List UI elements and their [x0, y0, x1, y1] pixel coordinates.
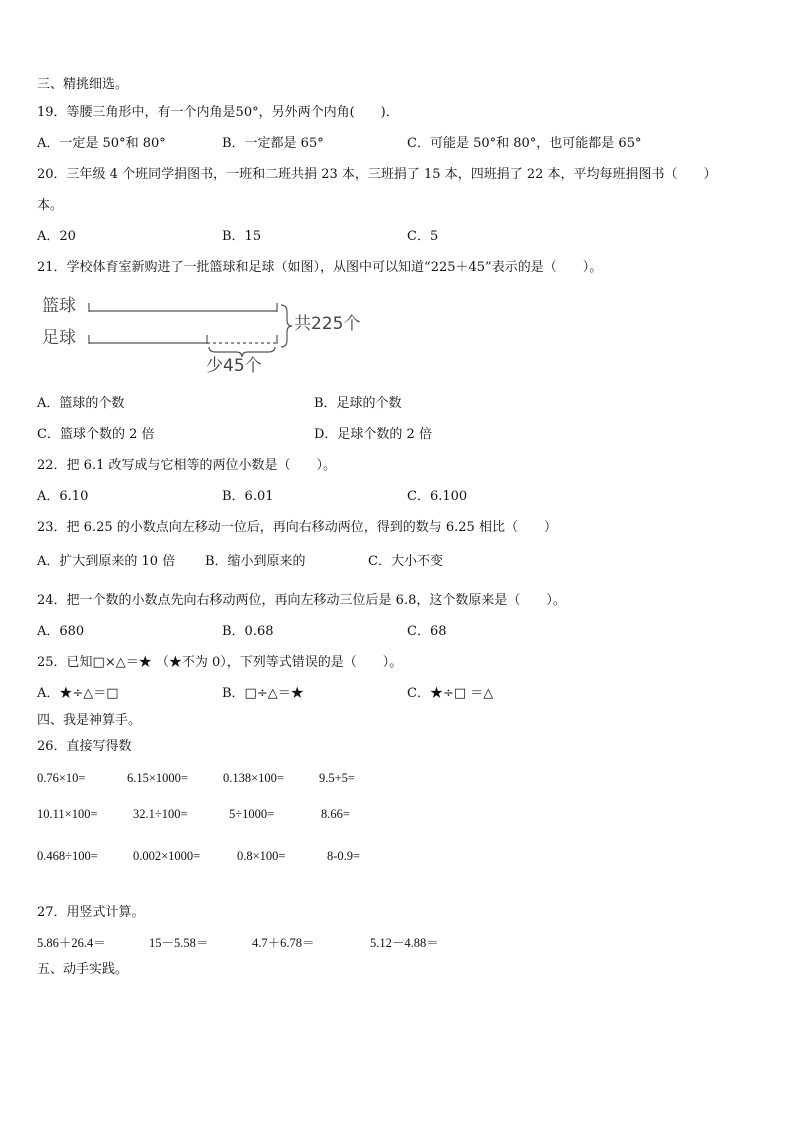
q20-option-b: B．15	[222, 229, 262, 244]
q20-stem: 20．三年级 4 个班同学捐图书，一班和二班共捐 23 本，三班捐了 15 本，四班捐了 22 本，平均每班捐图书（ ）	[37, 167, 717, 182]
section-5-title: 五、动手实践。	[37, 962, 129, 977]
q26-stem: 26．直接写得数	[37, 739, 132, 754]
q26-r1-c4: 9.5+5=	[319, 771, 355, 785]
q26-r1-c2: 6.15×1000=	[127, 771, 188, 785]
q24-stem: 24．把一个数的小数点先向右移动两位，再向左移动三位后是 6.8，这个数原来是（ ）。	[37, 593, 566, 608]
basketball-label: 篮球	[42, 296, 76, 316]
q26-r3-c1: 0.468÷100=	[37, 849, 98, 863]
q26-r1-c3: 0.138×100=	[223, 771, 284, 785]
q21-option-a: A．篮球的个数	[37, 396, 125, 411]
total-brace	[281, 305, 292, 347]
q27-item-1: 5.86＋26.4＝	[37, 936, 106, 950]
q21-option-c: C．篮球个数的 2 倍	[37, 427, 155, 442]
section-4-title: 四、我是神算手。	[37, 713, 142, 728]
q20-option-a: A．20	[37, 229, 76, 244]
q25-option-a: A．★÷△＝□	[37, 686, 119, 701]
segment-diagram-lines	[0, 0, 794, 400]
q27-item-4: 5.12－4.88＝	[370, 936, 439, 950]
q25-stem: 25．已知□×△＝★ （★不为 0），下列等式错误的是（ ）。	[37, 655, 403, 670]
q23-option-a: A．扩大到原来的 10 倍	[37, 554, 176, 569]
q23-option-b: B．缩小到原来的	[205, 554, 306, 569]
total-label: 共225个	[294, 314, 361, 334]
q26-r2-c4: 8.66=	[321, 807, 350, 821]
q19-option-c: C．可能是 50°和 80°，也可能都是 65°	[407, 136, 642, 151]
q19-option-b: B．一定都是 65°	[222, 136, 324, 151]
q21-stem: 21．学校体育室新购进了一批篮球和足球（如图），从图中可以知道“225＋45”表示的是（ ）。	[37, 260, 603, 275]
q27-item-2: 15－5.58＝	[149, 936, 209, 950]
q26-r3-c3: 0.8×100=	[237, 849, 286, 863]
q25-option-b: B．□÷△＝★	[222, 686, 304, 701]
section-3-title: 三、精挑细选。	[37, 77, 129, 92]
q24-option-a: A．680	[37, 624, 85, 639]
q23-option-c: C．大小不变	[368, 554, 443, 569]
q24-option-c: C．68	[407, 624, 447, 639]
q26-r1-c1: 0.76×10=	[37, 771, 86, 785]
q26-r3-c4: 8-0.9=	[327, 849, 361, 863]
q19-stem: 19．等腰三角形中，有一个内角是50°，另外两个内角( )．	[37, 105, 399, 120]
q26-r3-c2: 0.002×1000=	[133, 849, 201, 863]
q26-r2-c1: 10.11×100=	[37, 807, 98, 821]
football-label: 足球	[42, 328, 76, 348]
q22-option-a: A．6.10	[37, 489, 89, 504]
q19-option-a: A．一定是 50°和 80°	[37, 136, 166, 151]
q21-option-b: B．足球的个数	[314, 396, 402, 411]
q27-stem: 27．用竖式计算。	[37, 905, 145, 920]
q23-stem: 23．把 6.25 的小数点向左移动一位后，再向右移动两位，得到的数与 6.25 相比（ ）	[37, 520, 557, 535]
q27-item-3: 4.7＋6.78＝	[252, 936, 315, 950]
q20-option-c: C．5	[407, 229, 439, 244]
q22-option-c: C．6.100	[407, 489, 468, 504]
q20-stem-continued: 本。	[37, 198, 64, 213]
q21-option-d: D．足球个数的 2 倍	[314, 427, 432, 442]
q26-r2-c3: 5÷1000=	[229, 807, 275, 821]
difference-label: 少45个	[206, 356, 262, 376]
q24-option-b: B．0.68	[222, 624, 274, 639]
q22-option-b: B．6.01	[222, 489, 274, 504]
q26-r2-c2: 32.1÷100=	[133, 807, 188, 821]
q22-stem: 22．把 6.1 改写成与它相等的两位小数是（ ）。	[37, 458, 336, 473]
q25-option-c: C．★÷□ ＝△	[407, 686, 494, 701]
